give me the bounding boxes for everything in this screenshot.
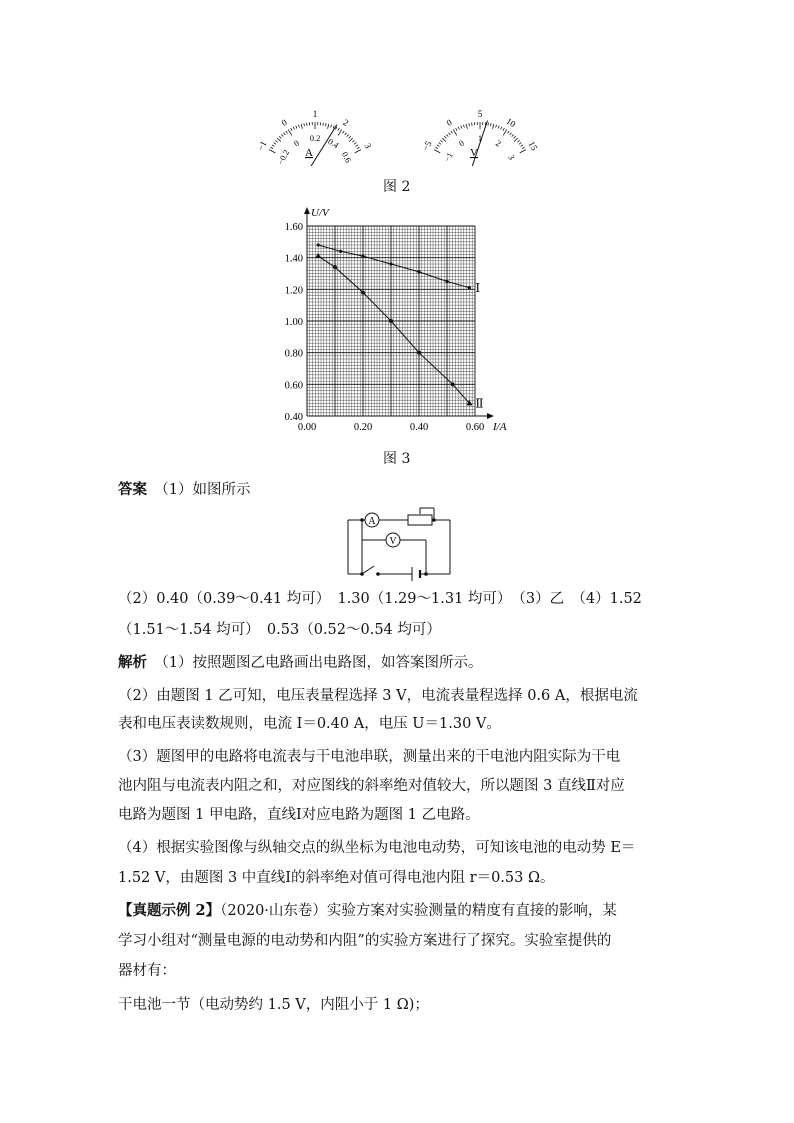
answer-2-line2: （1.51～1.54 均可） 0.53（0.52～0.54 均可）	[118, 622, 441, 638]
series-label-2: Ⅱ	[475, 396, 484, 411]
ammeter-outer-label: 0	[279, 117, 289, 129]
voltmeter-tick	[435, 147, 438, 149]
example-line3: 器材有：	[118, 963, 176, 979]
ammeter-tick	[349, 136, 351, 138]
voltmeter-tick	[444, 136, 446, 138]
y-tick-label: 1.60	[284, 222, 303, 233]
voltmeter-tick	[493, 124, 494, 129]
ammeter-tick	[342, 131, 344, 133]
ammeter-inner-label: 0.6	[339, 150, 354, 165]
ammeter-tick	[355, 150, 361, 153]
voltmeter-tick	[458, 127, 459, 130]
voltmeter-tick	[507, 131, 509, 133]
switch-icon	[362, 566, 374, 574]
y-tick-label: 0.40	[284, 412, 303, 423]
ammeter-tick	[269, 150, 275, 153]
ammeter-tick	[296, 126, 297, 129]
data-point	[389, 319, 393, 323]
series-label-1: Ⅰ	[475, 280, 481, 295]
y-tick-label: 0.60	[284, 380, 303, 392]
answer-heading	[118, 479, 683, 501]
ammeter-tick	[345, 133, 347, 135]
ui-graph	[270, 200, 530, 440]
ammeter-tick	[288, 129, 292, 135]
x-tick-label: 0.20	[353, 422, 373, 433]
data-point	[361, 291, 365, 295]
voltmeter-tick	[461, 126, 462, 129]
data-point	[315, 253, 321, 259]
circuit-voltmeter-label: V	[389, 536, 397, 547]
ammeter-tick	[331, 125, 332, 128]
ammeter-inner-label: 0.2	[309, 133, 321, 143]
y-axis-label: U/V	[311, 207, 329, 219]
voltmeter-needle	[472, 121, 488, 166]
data-point	[333, 265, 337, 269]
voltmeter-tick	[437, 145, 439, 147]
ammeter-tick	[328, 124, 329, 129]
ammeter-tick	[277, 138, 281, 141]
voltmeter-tick	[514, 136, 516, 138]
voltmeter-tick	[439, 142, 441, 144]
ammeter-tick	[284, 133, 286, 135]
ammeter-outer-label: 2	[341, 117, 351, 129]
ammeter-tick	[352, 140, 354, 142]
voltmeter-tick	[440, 140, 442, 142]
voltmeter-tick	[514, 138, 518, 141]
voltmeter-tick	[512, 134, 514, 136]
ammeter-tick	[270, 147, 273, 149]
voltmeter-inner-label: 3	[506, 152, 518, 162]
y-tick-label: 1.00	[284, 317, 303, 328]
analysis-3-line2: 池内阻与电流表内阻之和，对应图线的斜率绝对值较大，所以题图 3 直线Ⅱ对应	[118, 778, 625, 794]
ammeter-unit: A	[305, 147, 313, 159]
voltmeter-tick	[501, 127, 502, 130]
ammeter-tick	[275, 140, 277, 142]
ammeter-tick	[349, 138, 353, 141]
ammeter-tick	[298, 125, 299, 128]
y-tick-label: 1.20	[284, 285, 303, 297]
meters-figure	[240, 96, 560, 166]
voltmeter-outer-label: −5	[420, 139, 434, 153]
voltmeter-tick	[491, 123, 492, 126]
example-line2: 学习小组对“测量电源的电动势和内阻”的实验方案进行了探究。实验室提供的	[118, 933, 612, 949]
voltmeter-tick	[521, 145, 523, 147]
analysis-4-line2: 1.52 V，由题图 3 中直线Ⅰ的斜率绝对值可得电池内阻 r＝0.53 Ω。	[118, 870, 555, 886]
circuit-diagram	[340, 504, 460, 582]
ammeter-inner-label: 0	[292, 137, 301, 149]
voltmeter-outer-label: 15	[526, 139, 540, 153]
voltmeter-dial	[420, 109, 539, 166]
data-point	[389, 262, 392, 265]
ammeter-tick	[286, 131, 288, 133]
ammeter-outer-label: −1	[255, 139, 269, 153]
voltmeter-tick	[510, 133, 512, 135]
voltmeter-tick	[446, 134, 448, 136]
voltmeter-inner-label: 2	[494, 137, 503, 149]
voltmeter-tick	[463, 125, 464, 128]
voltmeter-tick	[517, 140, 519, 142]
data-point	[417, 351, 421, 355]
voltmeter-tick	[453, 129, 457, 135]
voltmeter-tick	[456, 128, 457, 131]
voltmeter-tick	[442, 138, 446, 141]
data-point	[445, 280, 448, 283]
analysis-label: 解析	[118, 654, 147, 671]
example-label: 【真题示例 2】	[118, 902, 221, 919]
ammeter-tick	[291, 128, 292, 131]
ammeter-tick	[304, 123, 305, 126]
ammeter-tick	[357, 147, 360, 149]
circuit-ammeter-label: A	[368, 516, 376, 527]
analysis-3-line1: （3）题图甲的电路将电流表与干电池串联，测量出来的干电池内阻实际为干电	[118, 749, 621, 765]
voltmeter-tick	[451, 131, 453, 133]
voltmeter-inner-label: 1	[477, 133, 483, 143]
ammeter-tick	[333, 126, 334, 129]
ammeter-tick	[279, 136, 281, 138]
voltmeter-outer-label: 10	[504, 115, 518, 130]
analysis-heading	[118, 652, 683, 674]
voltmeter-tick	[503, 129, 507, 135]
ammeter-tick	[338, 129, 342, 135]
voltmeter-inner-label: 0	[457, 137, 466, 149]
ammeter-tick	[347, 134, 349, 136]
x-tick-label: 0.40	[409, 422, 429, 433]
voltmeter-inner-label: −1	[441, 150, 455, 164]
y-tick-label: 1.40	[284, 253, 303, 265]
answer-label: 答案	[118, 481, 147, 498]
data-point	[468, 286, 471, 289]
voltmeter-tick	[496, 125, 497, 128]
fig2-caption: 图 2	[383, 179, 411, 195]
voltmeter-tick	[520, 150, 526, 153]
voltmeter-tick	[449, 133, 451, 135]
example-line4: 干电池一节（电动势约 1.5 V，内阻小于 1 Ω)；	[118, 997, 429, 1013]
ammeter-tick	[326, 123, 327, 126]
data-point	[317, 243, 320, 246]
example-line1-text: （2020·山东卷）实验方案对实验测量的精度有直接的影响，某	[220, 903, 617, 919]
ammeter-tick	[272, 145, 274, 147]
voltmeter-tick	[434, 150, 440, 153]
ammeter-tick	[293, 127, 294, 130]
example-line1	[118, 900, 683, 922]
ammeter-tick	[354, 142, 356, 144]
analysis-2-line2: 表和电压表读数规则，电流 I＝0.40 A，电压 U＝1.30 V。	[118, 716, 501, 732]
ammeter-outer-label: 3	[362, 141, 374, 151]
x-tick-label: 0.00	[297, 422, 317, 433]
analysis-4-line1: （4）根据实验图像与纵轴交点的纵坐标为电池电动势，可知该电池的电动势 E＝	[118, 840, 636, 856]
data-point	[451, 382, 455, 386]
ammeter-tick	[338, 128, 339, 131]
fig3-caption: 图 3	[383, 451, 411, 467]
x-tick-label: 0.60	[465, 422, 485, 433]
voltmeter-tick	[469, 123, 470, 126]
y-tick-label: 0.80	[284, 348, 303, 360]
voltmeter-tick	[522, 147, 525, 149]
analysis-2-line1: （2）由题图 1 乙可知，电压表量程选择 3 V，电流表量程选择 0.6 A，根据电流	[118, 688, 638, 704]
rheostat-icon	[408, 515, 432, 525]
voltmeter-outer-label: 0	[444, 117, 454, 129]
voltmeter-outer-label: 5	[477, 109, 483, 119]
voltmeter-tick	[498, 126, 499, 129]
data-point	[361, 254, 364, 257]
data-point	[339, 250, 342, 253]
y-axis-arrow-icon	[304, 207, 310, 214]
ammeter-inner-label: 0.4	[326, 136, 341, 151]
voltmeter-tick	[503, 128, 504, 131]
ammeter-inner-label: −0.2	[275, 147, 292, 166]
analysis-3-line3: 电路为题图 1 甲电路，直线Ⅰ对应电路为题图 1 乙电路。	[118, 807, 480, 823]
answer-2-line1: （2）0.40（0.39～0.41 均可） 1.30（1.29～1.31 均可） （3）乙 （4）1.52	[118, 591, 642, 607]
ammeter-tick	[356, 145, 358, 147]
data-point	[417, 270, 420, 273]
x-axis-arrow-icon	[487, 413, 494, 419]
voltmeter-tick	[519, 142, 521, 144]
ammeter-dial	[255, 109, 373, 166]
analysis-1: （1）按照题图乙电路画出电路图，如答案图所示。	[161, 655, 483, 671]
voltmeter-tick	[466, 124, 467, 129]
answer-1: （1）如图所示	[161, 482, 251, 498]
ammeter-outer-label: 1	[312, 109, 318, 119]
x-axis-label: I/A	[493, 421, 507, 433]
voltmeter-unit: V	[470, 147, 478, 159]
ammeter-tick	[274, 142, 276, 144]
ammeter-tick	[301, 124, 302, 129]
ammeter-tick	[281, 134, 283, 136]
